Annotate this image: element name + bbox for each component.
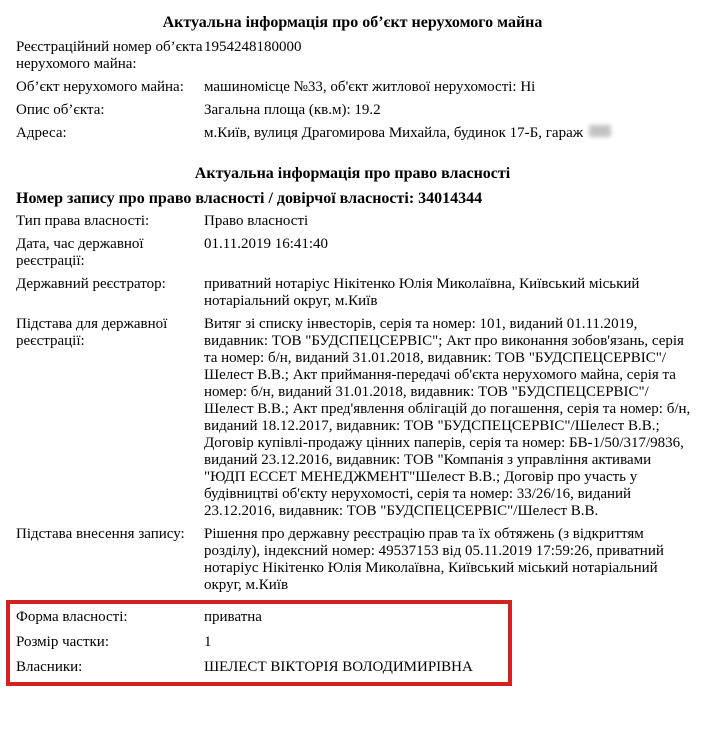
field-label: Форма власності:	[16, 609, 128, 625]
field-value: 1954248180000	[204, 39, 302, 55]
field-row-registration-number	[16, 39, 705, 73]
field-row-ownership-type	[16, 213, 705, 230]
ownership-record-number-line: Номер запису про право власності / довірчої власності: 34014344	[16, 190, 483, 207]
object-section-title: Актуальна інформація про об’єкт нерухомого майна	[162, 14, 543, 31]
field-value: ШЕЛЕСТ ВІКТОРІЯ ВОЛОДИМИРІВНА	[204, 659, 473, 675]
field-value: Витяг зі списку інвесторів, серія та номер: 101, виданий 01.11.2019, видавник: ТОВ "БУДСПЕЦСЕРВІС"; Акт про виконання зобов'язань, серія та номер: б/н, виданий 31.01.2018, видавник: ТОВ "БУДСПЕЦСЕРВІС"/Шелест В.В.; Акт приймання-передачі об'єкта нерухомого майна, серія та номер: б/н, виданий 31.01.2018, видавник: ТОВ "БУДСПЕЦСЕРВІС"/Шелест В.В.; Акт пред'явлення облігацій до погашення, серія та номер: б/н, виданий 18.12.2017, видавник: ТОВ "БУДСПЕЦСЕРВІС"/Шелест В.В.; Договір купівлі-продажу цінних паперів, серія та номер: БВ-1/50/317/9836, виданий 23.12.2016, видавник: ТОВ "Компанія з управління активами "ЮДП ЕССЕТ МЕНЕДЖМЕНТ"Шелест В.В.; Договір про участь у будівництві об'єкту нерухомості, серія та номер: 33/26/16, виданий 23.12.2016, видавник: ТОВ "БУДСПЕЦСЕРВІС"/Шелест В.В.	[204, 316, 691, 519]
field-label: Власники:	[16, 659, 83, 675]
field-value: приватна	[204, 609, 262, 625]
field-label: Державний реєстратор:	[16, 276, 166, 292]
field-row-registration-grounds	[16, 316, 705, 520]
field-label: Опис об’єкта:	[16, 102, 105, 118]
field-row-ownership-form	[16, 609, 508, 626]
field-label: Адреса:	[16, 125, 67, 141]
field-value: приватний нотаріус Нікітенко Юлія Миколаївна, Київський міський нотаріальний округ, м.Київ	[204, 276, 640, 309]
field-value	[204, 125, 692, 142]
field-value: машиномісце №33, об'єкт житлової нерухомості: Ні	[204, 79, 536, 95]
field-row-address	[16, 125, 705, 142]
field-label: Дата, час державної реєстрації:	[16, 236, 144, 269]
field-row-record-entry-grounds	[16, 526, 705, 594]
field-row-registration-datetime	[16, 236, 705, 270]
field-label: Реєстраційний номер об’єкта нерухомого майна:	[16, 39, 203, 72]
field-row-share-size	[16, 634, 508, 651]
field-row-object-type	[16, 79, 705, 96]
field-label: Розмір частки:	[16, 634, 109, 650]
field-label: Підстава внесення запису:	[16, 526, 185, 542]
address-text: м.Київ, вулиця Драгомирова Михайла, будинок 17-Б, гараж	[204, 125, 584, 141]
field-value: 01.11.2019 16:41:40	[204, 236, 329, 252]
field-value: Рішення про державну реєстрацію прав та їх обтяжень (з відкриттям розділу), індексний номер: 49537153 від 05.11.2019 17:59:26, приватний нотаріус Нікітенко Юлія Миколаївна, Київський міський нотаріальний округ, м.Київ	[204, 526, 664, 593]
highlight-box	[6, 600, 512, 686]
field-value: Право власності	[204, 213, 309, 229]
redacted-area	[589, 125, 611, 137]
field-row-object-description	[16, 102, 705, 119]
field-label: Об’єкт нерухомого майна:	[16, 79, 184, 95]
field-label: Тип права власності:	[16, 213, 150, 229]
field-value: Загальна площа (кв.м): 19.2	[204, 102, 381, 118]
field-row-owners	[16, 659, 508, 676]
field-value: 1	[204, 634, 212, 650]
field-row-state-registrar	[16, 276, 705, 310]
field-label: Підстава для державної реєстрації:	[16, 316, 168, 349]
ownership-section-title: Актуальна інформація про право власності	[194, 165, 511, 182]
